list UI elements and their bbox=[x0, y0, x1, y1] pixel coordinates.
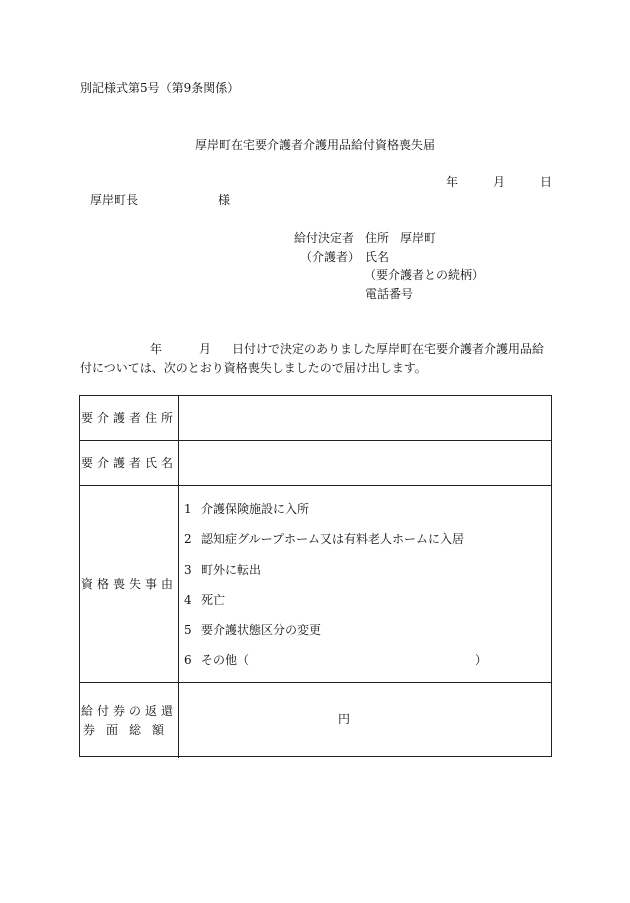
column-divider bbox=[178, 486, 179, 682]
form-id: 別記様式第5号（第9条関係） bbox=[80, 81, 240, 95]
voucher-return-label: 給付券の返還 bbox=[80, 704, 177, 718]
page-title: 厚岸町在宅要介護者介護用品給付資格喪失届 bbox=[194, 138, 435, 152]
loss-reason-label: 資格喪失事由 bbox=[80, 577, 177, 591]
body-month-label: 月 bbox=[199, 342, 212, 356]
reason-item: 4 死亡 bbox=[184, 593, 226, 607]
reason-item: 1 介護保険施設に入所 bbox=[184, 502, 310, 516]
amount-unit: 円 bbox=[338, 712, 351, 726]
body-text-rest: 日付けで決定のありました厚岸町在宅要介護者介護用品給 bbox=[232, 342, 545, 356]
table-row-address bbox=[80, 396, 551, 441]
care-recipient-name-label: 要介護者氏名 bbox=[80, 456, 177, 470]
applicant-relation-label: （要介護者との続柄） bbox=[364, 268, 485, 282]
date-day-label: 日 bbox=[540, 175, 553, 189]
reason-item: 6 その他（ bbox=[184, 653, 250, 667]
applicant-address-label: 住所 bbox=[365, 231, 390, 245]
reason-item: 3 町外に転出 bbox=[184, 563, 262, 577]
body-year-label: 年 bbox=[150, 342, 163, 356]
voucher-total-label: 券面総額 bbox=[82, 723, 175, 737]
table-row-voucher bbox=[80, 683, 551, 758]
column-divider bbox=[178, 396, 179, 440]
reason-item: 2 認知症グループホーム又は有料老人ホームに入居 bbox=[184, 532, 465, 546]
date-year-label: 年 bbox=[446, 175, 459, 189]
reason-item: 5 要介護状態区分の変更 bbox=[184, 623, 322, 637]
applicant-address-value: 厚岸町 bbox=[400, 231, 437, 245]
applicant-phone-label: 電話番号 bbox=[365, 287, 414, 301]
addressee-honorific: 様 bbox=[218, 193, 231, 207]
table-row-reasons bbox=[80, 486, 551, 683]
body-paragraph-line2: 付については、次のとおり資格喪失しましたので届け出します。 bbox=[80, 361, 427, 375]
addressee-name: 厚岸町長 bbox=[90, 193, 139, 207]
table-row-name bbox=[80, 441, 551, 486]
applicant-role: 給付決定者 bbox=[294, 231, 355, 245]
form-table bbox=[79, 395, 552, 757]
date-month-label: 月 bbox=[493, 175, 506, 189]
applicant-role-caregiver: （介護者） bbox=[300, 250, 361, 264]
care-recipient-address-label: 要介護者住所 bbox=[80, 411, 177, 425]
column-divider bbox=[178, 683, 179, 758]
applicant-name-label: 氏名 bbox=[365, 250, 390, 264]
column-divider bbox=[178, 441, 179, 485]
other-reason-close-paren: ） bbox=[475, 653, 488, 667]
